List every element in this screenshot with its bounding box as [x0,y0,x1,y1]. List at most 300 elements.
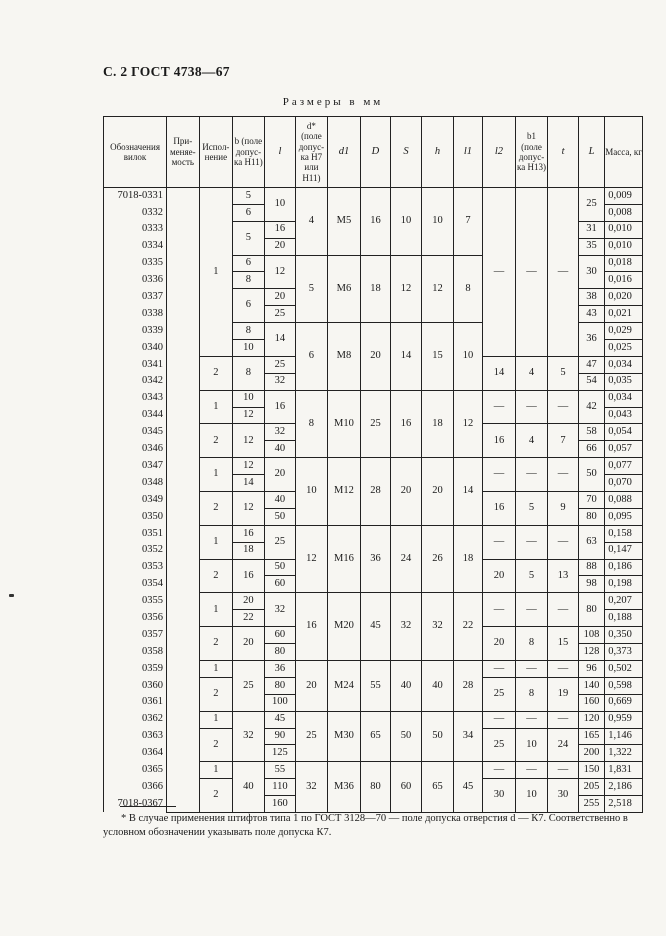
l2-cell: 14 [483,356,516,390]
S-cell: 40 [390,660,422,711]
d1-cell: M36 [327,762,361,813]
mass-cell: 0,057 [605,441,643,458]
mass-cell: 0,070 [605,475,643,492]
l2-cell: — [483,525,516,559]
d-cell: 25 [296,711,328,762]
d1-cell: M24 [327,660,361,711]
L-cell: 96 [578,660,604,677]
b-cell: 8 [233,272,265,289]
col-header: d* (поле допус- ка H7 или H11) [296,117,328,188]
mass-cell: 0,207 [605,593,643,610]
l-cell: 36 [264,660,296,677]
b1-cell: — [515,525,548,559]
d-cell: 10 [296,458,328,526]
l-cell: 14 [264,323,296,357]
fork-code: 0335 [104,255,167,272]
col-header: b (поле допус- ка H11) [233,117,265,188]
mass-cell: 2,518 [605,796,643,813]
L-cell: 200 [578,745,604,762]
l2-cell: — [483,660,516,677]
mass-cell: 0,186 [605,559,643,576]
col-header: l2 [483,117,516,188]
mass-cell: 0,077 [605,458,643,475]
b1-cell: — [515,188,548,357]
mass-cell: 0,029 [605,323,643,340]
L-cell: 165 [578,728,604,745]
L-cell: 36 [578,323,604,357]
t-cell: — [548,593,579,627]
D-cell: 25 [361,390,390,458]
b-cell: 25 [233,660,265,711]
mass-cell: 0,020 [605,289,643,306]
l1-cell: 45 [453,762,482,813]
t-cell: — [548,711,579,728]
b-cell: 5 [233,188,265,205]
l2-cell: 20 [483,559,516,593]
l1-cell: 14 [453,458,482,526]
L-cell: 25 [578,188,604,222]
b1-cell: 5 [515,559,548,593]
b-cell: 14 [233,475,265,492]
L-cell: 66 [578,441,604,458]
fork-code: 0364 [104,745,167,762]
l1-cell: 10 [453,323,482,391]
l-cell: 60 [264,576,296,593]
mass-cell: 0,188 [605,610,643,627]
footnote: * В случае применения штифтов типа 1 по ГОСТ 3128—70 — поле допуска отверстия d — К7. Соответственно в условном обозначении указывать поле допуска К7. [103,813,628,839]
d1-cell: M16 [327,525,361,593]
l-cell: 12 [264,255,296,289]
b-cell: 16 [233,525,265,542]
table-header-row [104,117,643,188]
footnote-rule [120,806,176,807]
t-cell: 5 [548,356,579,390]
l2-cell: — [483,188,516,357]
mass-cell: 0,088 [605,492,643,509]
scan-mark [9,594,14,597]
mass-cell: 0,025 [605,340,643,357]
b-cell: 6 [233,255,265,272]
b1-cell: 4 [515,424,548,458]
h-cell: 18 [422,390,454,458]
version-cell: 2 [199,728,233,762]
version-cell: 2 [199,559,233,593]
fork-code: 0340 [104,340,167,357]
table-body [104,188,643,813]
l2-cell: — [483,711,516,728]
b1-cell: 10 [515,779,548,813]
fork-code: 0336 [104,272,167,289]
b1-cell: — [515,762,548,779]
D-cell: 55 [361,660,390,711]
fork-code: 0346 [104,441,167,458]
D-cell: 18 [361,255,390,323]
b1-cell: — [515,660,548,677]
fork-code: 0343 [104,390,167,407]
mass-cell: 0,018 [605,255,643,272]
b-cell: 5 [233,221,265,255]
L-cell: 43 [578,306,604,323]
L-cell: 63 [578,525,604,559]
h-cell: 50 [422,711,454,762]
l-cell: 25 [264,306,296,323]
L-cell: 108 [578,627,604,644]
L-cell: 128 [578,644,604,661]
L-cell: 80 [578,508,604,525]
b-cell: 18 [233,542,265,559]
b1-cell: 5 [515,492,548,526]
b1-cell: — [515,458,548,492]
fork-code: 0365 [104,762,167,779]
L-cell: 80 [578,593,604,627]
col-header: D [361,117,390,188]
l-cell: 16 [264,390,296,424]
version-cell: 1 [199,458,233,492]
col-header: Обозначения вилок [104,117,167,188]
d-cell: 4 [296,188,328,256]
b-cell: 12 [233,424,265,458]
S-cell: 10 [390,188,422,256]
mass-cell: 1,322 [605,745,643,762]
mass-cell: 0,598 [605,677,643,694]
h-cell: 10 [422,188,454,256]
table-row [104,188,643,205]
fork-code: 0333 [104,221,167,238]
l2-cell: 16 [483,492,516,526]
d-cell: 12 [296,525,328,593]
b-cell: 10 [233,390,265,407]
l2-cell: — [483,458,516,492]
l-cell: 25 [264,525,296,559]
d1-cell: M30 [327,711,361,762]
L-cell: 255 [578,796,604,813]
d-cell: 5 [296,255,328,323]
h-cell: 65 [422,762,454,813]
l2-cell: 16 [483,424,516,458]
L-cell: 35 [578,238,604,255]
mass-cell: 0,198 [605,576,643,593]
d1-cell: M12 [327,458,361,526]
mass-cell: 0,009 [605,188,643,205]
mass-cell: 0,502 [605,660,643,677]
fork-code: 0344 [104,407,167,424]
t-cell: 15 [548,627,579,661]
version-cell: 1 [199,660,233,677]
col-header: l1 [453,117,482,188]
fork-code: 0338 [104,306,167,323]
fork-code: 0353 [104,559,167,576]
L-cell: 98 [578,576,604,593]
mass-cell: 0,350 [605,627,643,644]
h-cell: 32 [422,593,454,661]
page-header [103,64,230,80]
l-cell: 10 [264,188,296,222]
fork-code: 0363 [104,728,167,745]
version-cell: 2 [199,356,233,390]
l-cell: 100 [264,694,296,711]
mass-cell: 0,034 [605,390,643,407]
fork-code: 0349 [104,492,167,509]
t-cell: — [548,188,579,357]
b-cell: 8 [233,356,265,390]
b1-cell: — [515,711,548,728]
version-cell: 1 [199,525,233,559]
S-cell: 32 [390,593,422,661]
h-cell: 20 [422,458,454,526]
d1-cell: M5 [327,188,361,256]
b1-cell: 8 [515,627,548,661]
fork-code: 0351 [104,525,167,542]
mass-cell: 0,035 [605,373,643,390]
l-cell: 55 [264,762,296,779]
version-cell: 1 [199,390,233,424]
mass-cell: 0,147 [605,542,643,559]
b-cell: 22 [233,610,265,627]
l-cell: 110 [264,779,296,796]
l2-cell: 30 [483,779,516,813]
fork-code: 0341 [104,356,167,373]
standard-number: ГОСТ 4738—67 [131,64,230,79]
L-cell: 120 [578,711,604,728]
fork-code: 0359 [104,660,167,677]
l2-cell: — [483,762,516,779]
table-caption: Размеры в мм [282,96,384,108]
b-cell: 32 [233,711,265,762]
l-cell: 32 [264,424,296,441]
l-cell: 125 [264,745,296,762]
col-header: h [422,117,454,188]
L-cell: 150 [578,762,604,779]
l-cell: 32 [264,373,296,390]
L-cell: 54 [578,373,604,390]
mass-cell: 0,010 [605,221,643,238]
l1-cell: 8 [453,255,482,323]
fork-code: 0360 [104,677,167,694]
b1-cell: — [515,593,548,627]
b-cell: 6 [233,204,265,221]
D-cell: 65 [361,711,390,762]
h-cell: 12 [422,255,454,323]
dimensions-table [103,116,643,813]
col-header: Масса, кг [605,117,643,188]
mass-cell: 0,021 [605,306,643,323]
d-cell: 32 [296,762,328,813]
D-cell: 16 [361,188,390,256]
fork-code: 0345 [104,424,167,441]
fork-code: 0339 [104,323,167,340]
D-cell: 80 [361,762,390,813]
b-cell: 10 [233,340,265,357]
t-cell: — [548,390,579,424]
t-cell: 24 [548,728,579,762]
mass-cell: 0,043 [605,407,643,424]
fork-code: 0361 [104,694,167,711]
version-cell: 2 [199,627,233,661]
col-header: При- меняе- мость [167,117,200,188]
t-cell: 13 [548,559,579,593]
t-cell: 9 [548,492,579,526]
b-cell: 40 [233,762,265,813]
version-cell: 1 [199,188,233,357]
h-cell: 15 [422,323,454,391]
S-cell: 12 [390,255,422,323]
col-header: S [390,117,422,188]
fork-code: 7018-0367 [104,796,167,813]
fork-code: 0357 [104,627,167,644]
mass-cell: 0,016 [605,272,643,289]
version-cell: 2 [199,677,233,711]
version-cell: 2 [199,492,233,526]
l-cell: 40 [264,441,296,458]
l-cell: 45 [264,711,296,728]
b-cell: 12 [233,407,265,424]
t-cell: 30 [548,779,579,813]
l2-cell: 25 [483,677,516,711]
fork-code: 0358 [104,644,167,661]
d-cell: 16 [296,593,328,661]
L-cell: 88 [578,559,604,576]
fork-code: 0352 [104,542,167,559]
L-cell: 31 [578,221,604,238]
h-cell: 26 [422,525,454,593]
D-cell: 20 [361,323,390,391]
D-cell: 28 [361,458,390,526]
L-cell: 205 [578,779,604,796]
mass-cell: 1,146 [605,728,643,745]
fork-code: 0354 [104,576,167,593]
S-cell: 24 [390,525,422,593]
fork-code: 0337 [104,289,167,306]
l-cell: 50 [264,559,296,576]
l1-cell: 18 [453,525,482,593]
col-header: d1 [327,117,361,188]
col-header: t [548,117,579,188]
fork-code: 0332 [104,204,167,221]
mass-cell: 0,158 [605,525,643,542]
l1-cell: 34 [453,711,482,762]
l1-cell: 7 [453,188,482,256]
mass-cell: 0,959 [605,711,643,728]
fork-code: 0348 [104,475,167,492]
fork-code: 0334 [104,238,167,255]
t-cell: 7 [548,424,579,458]
mass-cell: 0,095 [605,508,643,525]
b-cell: 6 [233,289,265,323]
mass-cell: 1,831 [605,762,643,779]
version-cell: 1 [199,593,233,627]
t-cell: — [548,525,579,559]
t-cell: — [548,458,579,492]
d-cell: 20 [296,660,328,711]
fork-code: 0342 [104,373,167,390]
b1-cell: 4 [515,356,548,390]
l-cell: 160 [264,796,296,813]
fork-code: 0355 [104,593,167,610]
version-cell: 2 [199,779,233,813]
fork-code: 0356 [104,610,167,627]
mass-cell: 0,008 [605,204,643,221]
version-cell: 1 [199,762,233,779]
l1-cell: 12 [453,390,482,458]
L-cell: 38 [578,289,604,306]
b1-cell: 10 [515,728,548,762]
d1-cell: M10 [327,390,361,458]
l-cell: 90 [264,728,296,745]
l-cell: 32 [264,593,296,627]
version-cell: 2 [199,424,233,458]
S-cell: 14 [390,323,422,391]
l2-cell: — [483,390,516,424]
fork-code: 7018-0331 [104,188,167,205]
b-cell: 16 [233,559,265,593]
l-cell: 20 [264,458,296,492]
l-cell: 60 [264,627,296,644]
b-cell: 12 [233,458,265,475]
l2-cell: — [483,593,516,627]
l-cell: 80 [264,677,296,694]
h-cell: 40 [422,660,454,711]
l-cell: 20 [264,289,296,306]
fork-code: 0347 [104,458,167,475]
mass-cell: 0,669 [605,694,643,711]
d1-cell: M20 [327,593,361,661]
L-cell: 47 [578,356,604,373]
S-cell: 16 [390,390,422,458]
page-number: С. 2 [103,64,128,79]
L-cell: 50 [578,458,604,492]
d-cell: 8 [296,390,328,458]
t-cell: — [548,660,579,677]
mass-cell: 0,034 [605,356,643,373]
col-header: Испол- нение [199,117,233,188]
mass-cell: 0,054 [605,424,643,441]
b1-cell: 8 [515,677,548,711]
l-cell: 25 [264,356,296,373]
l-cell: 16 [264,221,296,238]
L-cell: 160 [578,694,604,711]
l1-cell: 28 [453,660,482,711]
S-cell: 20 [390,458,422,526]
b-cell: 20 [233,593,265,610]
fork-code: 0350 [104,508,167,525]
col-header: l [264,117,296,188]
L-cell: 58 [578,424,604,441]
mass-cell: 2,186 [605,779,643,796]
b-cell: 20 [233,627,265,661]
L-cell: 70 [578,492,604,509]
D-cell: 45 [361,593,390,661]
t-cell: 19 [548,677,579,711]
l-cell: 20 [264,238,296,255]
l-cell: 40 [264,492,296,509]
l-cell: 80 [264,644,296,661]
l-cell: 50 [264,508,296,525]
L-cell: 30 [578,255,604,289]
l2-cell: 20 [483,627,516,661]
b-cell: 8 [233,323,265,340]
L-cell: 42 [578,390,604,424]
fork-code: 0366 [104,779,167,796]
b1-cell: — [515,390,548,424]
D-cell: 36 [361,525,390,593]
version-cell: 1 [199,711,233,728]
b-cell: 12 [233,492,265,526]
S-cell: 60 [390,762,422,813]
l2-cell: 25 [483,728,516,762]
l1-cell: 22 [453,593,482,661]
d-cell: 6 [296,323,328,391]
d1-cell: M6 [327,255,361,323]
